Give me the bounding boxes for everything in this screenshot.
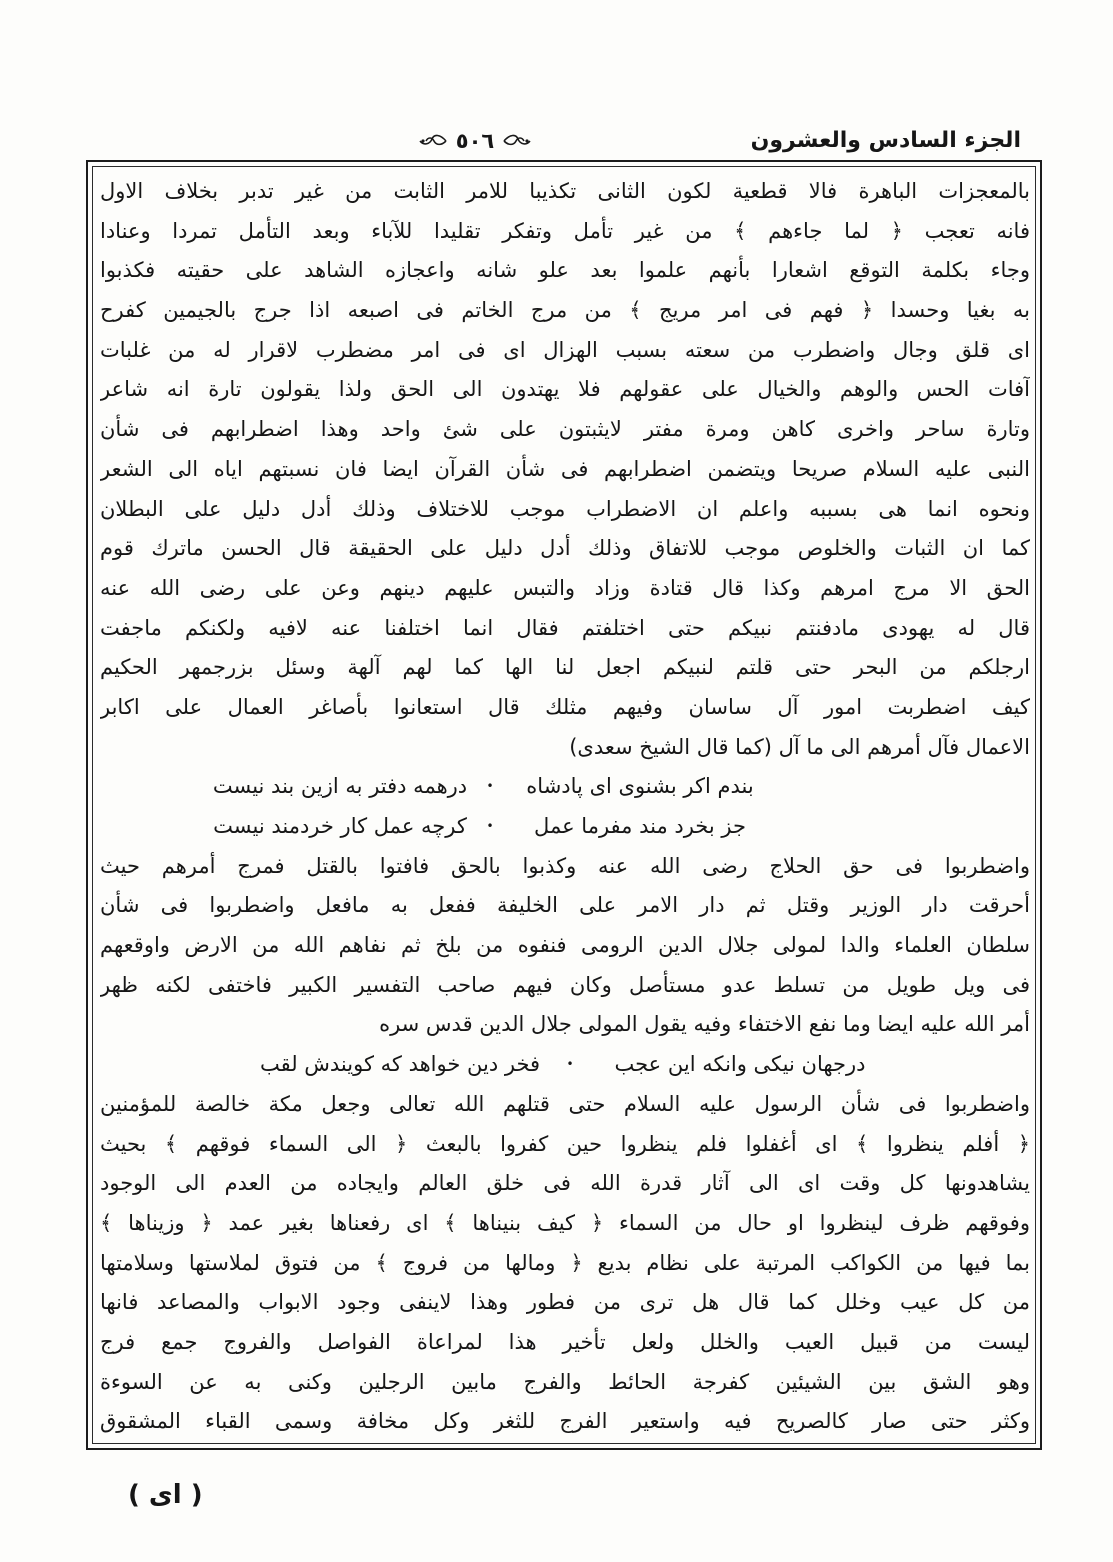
verse-hemistich-first: بندم اكر بشنوى اى پادشاه bbox=[526, 774, 754, 799]
text-line: يشاهدونها كل وقت اى الى آثار قدرة الله فى خلق العالم وايجاده من العدم الى الوجود bbox=[100, 1171, 1030, 1196]
text-line: ﴿ أفلم ينظروا ﴾ اى أغفلوا فلم ينظروا حين كفروا بالبعث ﴿ الى السماء فوقهم ﴾ بحيث bbox=[100, 1131, 1030, 1156]
verse-hemistich-second: فخر دين خواهد كه كويندش لقب bbox=[259, 1052, 541, 1077]
text-line: أحرقت دار الوزير وقتل ثم دار الامر على الخليفة ففعل به مافعل واضطربوا فى شأن bbox=[100, 893, 1030, 918]
verse-separator: • bbox=[486, 779, 494, 794]
text-line: ونحوه انما هى بسببه واعلم ان الاضطراب موجب للاختلاف وذلك أدل دليل على البطلان bbox=[100, 496, 1030, 521]
text-line: به بغيا وحسدا ﴿ فهم فى امر مريج ﴾ من مرج الخاتم فى اصبعه اذا جرج بالجيمين كفرح bbox=[100, 298, 1030, 323]
ornament-right-icon bbox=[502, 132, 532, 150]
text-line: اى قلق وجال واضطرب من سعته بسبب الهزال اى فى امر مضطرب لاقرار له من غلبات bbox=[100, 337, 1030, 362]
verse-hemistich-second: درهمه دفتر به ازين بند نيست bbox=[212, 774, 468, 799]
text-line: وجاء بكلمة التوقع اشعارا بأنهم علموا بعد علو شانه واعجازه الشاهد على حقيته فكذبوا bbox=[100, 258, 1030, 283]
verse-separator: • bbox=[486, 819, 494, 833]
text-line: قال له يهودى مادفنتم نبيكم حتى اختلفتم فقال انما اختلفنا عنه لافيه ولكنكم ماجفت bbox=[100, 615, 1030, 640]
text-line: من كل عيب وخلل كما قال هل ترى من فطور وهذا لاينفى وجود الابواب والمصاعد فانها bbox=[100, 1290, 1030, 1315]
page-number bbox=[400, 126, 550, 156]
text-line: ارجلكم من البحر حتى قلتم لنبيكم اجعل لنا الها كما لهم آلهة وسئل بزرجمهر الحكيم bbox=[100, 655, 1030, 680]
verse-hemistich-first: جز بخرد مند مفرما عمل bbox=[534, 814, 746, 838]
verse-line bbox=[205, 767, 775, 807]
verse-separator: • bbox=[566, 1057, 574, 1072]
text-line: وكثر حتى صار كالصريح فيه واستعير الفرج للثغر وكل مخافة وسمى القباء المشقوق bbox=[100, 1409, 1030, 1434]
text-line: وفوقهم ظرف لينظروا او حال من السماء ﴿ كيف بنيناها ﴾ اى رفعناها بغير عمد ﴿ وزيناها ﴾ bbox=[100, 1210, 1030, 1235]
text-line: بالمعجزات الباهرة فالا قطعية لكون الثانى تكذيبا للامر الثابت من غير تدبر بخلاف الاول bbox=[100, 179, 1030, 203]
text-line: كما ان الثبات والخلوص موجب للاتفاق وذلك أدل دليل على الحقيقة قال الحسن ماترك قوم bbox=[100, 536, 1030, 561]
text-line: الحق الا مرج امرهم وكذا قال قتادة وزاد والتبس عليهم دينهم وعن على رضى الله عنه bbox=[100, 575, 1030, 600]
catchword: ( اى ) bbox=[128, 1480, 203, 1510]
text-line: وهو الشق بين الشيئين كفرجة الحائط والفرج مابين الرجلين وكنى به عن السوءة bbox=[100, 1369, 1030, 1394]
text-line: ليست من قبيل العيب والخلل ولعل تأخير هذا لمراعاة الفواصل والفروج جمع فرج bbox=[100, 1329, 1030, 1354]
text-line: آفات الحس والوهم والخيال على عقولهم فلا يهتدون الى الحق ولذا يقولون تارة انه شاعر bbox=[100, 377, 1030, 402]
text-line: سلطان العلماء والدا لمولى جلال الدين الرومى فنفوه من بلخ ثم نفاهم الله من الارض واوقعهم bbox=[100, 933, 1030, 958]
ornament-left-icon bbox=[418, 132, 448, 150]
verse-hemistich-first: درجهان نيكى وانكه اين عجب bbox=[614, 1052, 866, 1077]
main-text-block bbox=[100, 172, 1030, 1442]
text-line: كيف اضطربت امور آل ساسان وفيهم مثلك قال استعانوا بأصاغر العمال على اكابر bbox=[100, 694, 1030, 719]
text-line: وتارة ساحر واخرى كاهن ومرة مفتر لايثبتون على شئ واحد وهذا اضطرابهم فى شأن bbox=[100, 417, 1030, 442]
text-line: فانه تعجب ﴿ لما جاءهم ﴾ من غير تأمل وتفكر تقليدا للآباء وبعد التأمل تمردا وعنادا bbox=[100, 218, 1030, 243]
page-number-text: ٥٠٦ bbox=[455, 129, 495, 153]
text-line: النبى عليه السلام صريحا ويتضمن اضطرابهم فى شأن القرآن ايضا فان نسبتهم اياه الى الشعر bbox=[100, 456, 1030, 481]
verse-hemistich-second: كرچه عمل كار خردمند نيست bbox=[213, 814, 467, 838]
text-line: الاعمال فآل أمرهم الى ما آل (كما قال الشيخ سعدى) bbox=[569, 734, 1030, 759]
text-line: أمر الله عليه ايضا وما نفع الاختفاء وفيه يقول المولى جلال الدين قدس سره bbox=[379, 1012, 1030, 1037]
text-line: بما فيها من الكواكب المرتبة على نظام بديع ﴿ ومالها من فروج ﴾ من فتوق لملاستها وسلامتها bbox=[100, 1250, 1030, 1275]
verse-line bbox=[205, 807, 775, 847]
verse-line bbox=[245, 1045, 895, 1085]
text-line: واضطربوا فى شأن الرسول عليه السلام حتى قتلهم الله تعالى وجعل مكة خالصة للمؤمنين bbox=[100, 1091, 1030, 1116]
text-line: واضطربوا فى حق الحلاج رضى الله عنه وكذبوا بالحق فافتوا بالقتل فمرج أمرهم حيث bbox=[100, 853, 1030, 878]
running-header-part-title: الجزء السادس والعشرون bbox=[750, 128, 1021, 153]
text-line: فى ويل طويل من تسلط عدو مستأصل وكان فيهم صاحب التفسير الكبير فاختفى لكنه ظهر bbox=[100, 972, 1030, 997]
